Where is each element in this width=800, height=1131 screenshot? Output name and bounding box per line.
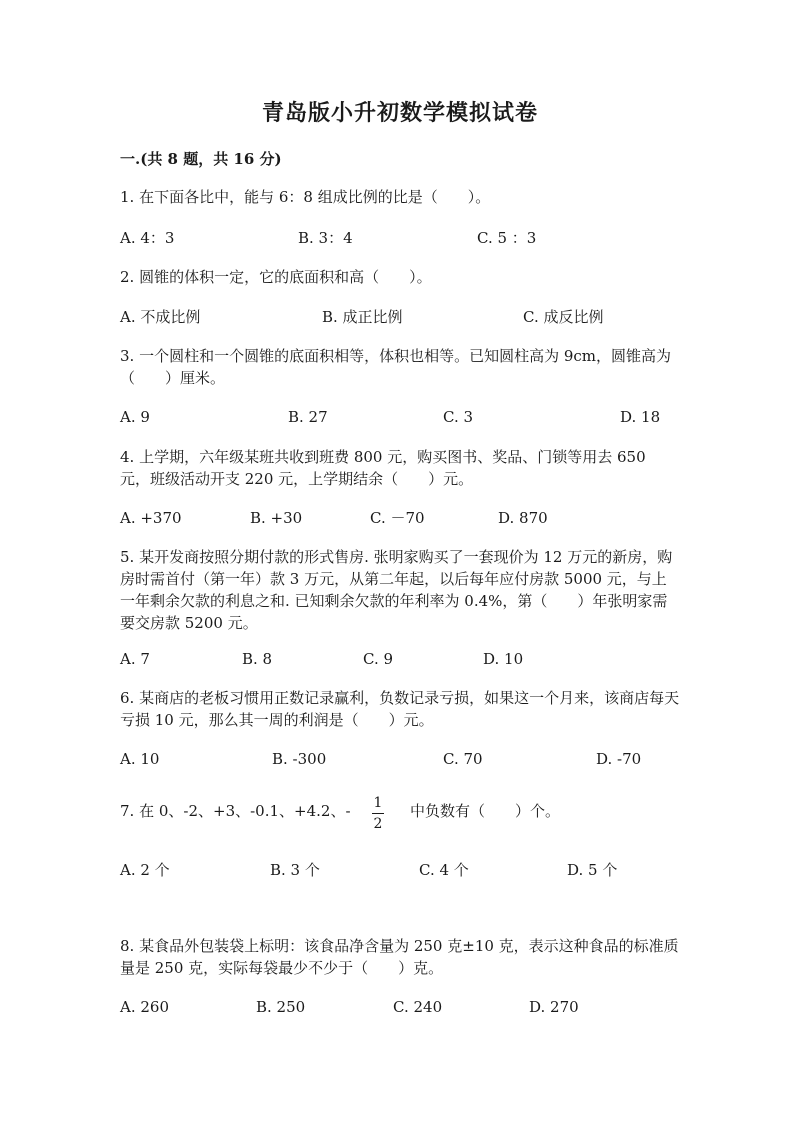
q6-option-b[interactable]: B. -300 bbox=[272, 750, 327, 768]
q1-option-b[interactable]: B. 3：4 bbox=[298, 229, 353, 247]
q5-option-a[interactable]: A. 7 bbox=[120, 650, 150, 668]
q6-option-d[interactable]: D. -70 bbox=[596, 750, 642, 768]
question-6: 6. 某商店的老板习惯用正数记录赢利，负数记录亏损，如果这一个月来，该商店每天亏损 10 元，那么其一周的利润是（ ）元。 bbox=[120, 689, 680, 729]
q3-option-c[interactable]: C. 3 bbox=[443, 408, 474, 426]
q2-option-a[interactable]: A. 不成比例 bbox=[120, 308, 201, 326]
q5-option-b[interactable]: B. 8 bbox=[242, 650, 273, 668]
question-7-after: 中负数有（ ）个。 bbox=[410, 802, 561, 820]
q8-option-c[interactable]: C. 240 bbox=[393, 998, 443, 1016]
q4-option-a[interactable]: A. +370 bbox=[120, 509, 182, 527]
q7-option-c[interactable]: C. 4 个 bbox=[419, 861, 469, 879]
q1-option-a[interactable]: A. 4：3 bbox=[120, 229, 175, 247]
question-3: 3. 一个圆柱和一个圆锥的底面积相等，体积也相等。已知圆柱高为 9cm，圆锥高为（ ）厘米。 bbox=[120, 347, 672, 387]
fraction-denominator: 2 bbox=[373, 816, 383, 832]
question-7-before: 7. 在 0、-2、+3、-0.1、+4.2、- bbox=[120, 802, 351, 820]
q8-option-d[interactable]: D. 270 bbox=[529, 998, 579, 1016]
q7-option-d[interactable]: D. 5 个 bbox=[567, 861, 618, 879]
question-1: 1. 在下面各比中，能与 6：8 组成比例的比是（ ）。 bbox=[120, 188, 491, 206]
q7-option-b[interactable]: B. 3 个 bbox=[270, 861, 320, 879]
q8-option-b[interactable]: B. 250 bbox=[256, 998, 306, 1016]
q1-option-c[interactable]: C. 5 ：3 bbox=[477, 229, 537, 247]
q6-option-c[interactable]: C. 70 bbox=[443, 750, 483, 768]
q5-option-d[interactable]: D. 10 bbox=[483, 650, 524, 668]
q2-option-b[interactable]: B. 成正比例 bbox=[322, 308, 403, 326]
fraction-bar bbox=[372, 813, 384, 814]
question-2: 2. 圆锥的体积一定，它的底面积和高（ ）。 bbox=[120, 268, 432, 286]
q2-option-c[interactable]: C. 成反比例 bbox=[523, 308, 604, 326]
fraction-numerator: 1 bbox=[373, 795, 383, 811]
question-8: 8. 某食品外包装袋上标明：该食品净含量为 250 克±10 克，表示这种食品的标准质量是 250 克，实际每袋最少不少于（ ）克。 bbox=[120, 937, 679, 977]
exam-title: 青岛版小升初数学模拟试卷 bbox=[261, 100, 538, 126]
section-heading: 一.(共 8 题，共 16 分) bbox=[120, 150, 282, 168]
q6-option-a[interactable]: A. 10 bbox=[120, 750, 160, 768]
q4-option-b[interactable]: B. +30 bbox=[250, 509, 303, 527]
q3-option-a[interactable]: A. 9 bbox=[120, 408, 150, 426]
question-4: 4. 上学期，六年级某班共收到班费 800 元，购买图书、奖品、门锁等用去 650 元，班级活动开支 220 元，上学期结余（ ）元。 bbox=[120, 448, 646, 488]
q8-option-a[interactable]: A. 260 bbox=[120, 998, 169, 1016]
fraction-one-half bbox=[372, 795, 384, 832]
q5-option-c[interactable]: C. 9 bbox=[363, 650, 394, 668]
q7-option-a[interactable]: A. 2 个 bbox=[120, 861, 170, 879]
q3-option-b[interactable]: B. 27 bbox=[288, 408, 328, 426]
question-5: 5. 某开发商按照分期付款的形式售房. 张明家购买了一套现价为 12 万元的新房，购房时需首付（第一年）款 3 万元，从第二年起，以后每年应付房款 5000 元，与上一年剩余欠款的利息之和. 已知剩余欠款的年利率为 0.4%，第（ ）年张明家需要交房款 5200 元。 bbox=[120, 548, 673, 632]
q4-option-d[interactable]: D. 870 bbox=[498, 509, 548, 527]
q3-option-d[interactable]: D. 18 bbox=[620, 408, 661, 426]
q4-option-c[interactable]: C. －70 bbox=[370, 509, 425, 527]
